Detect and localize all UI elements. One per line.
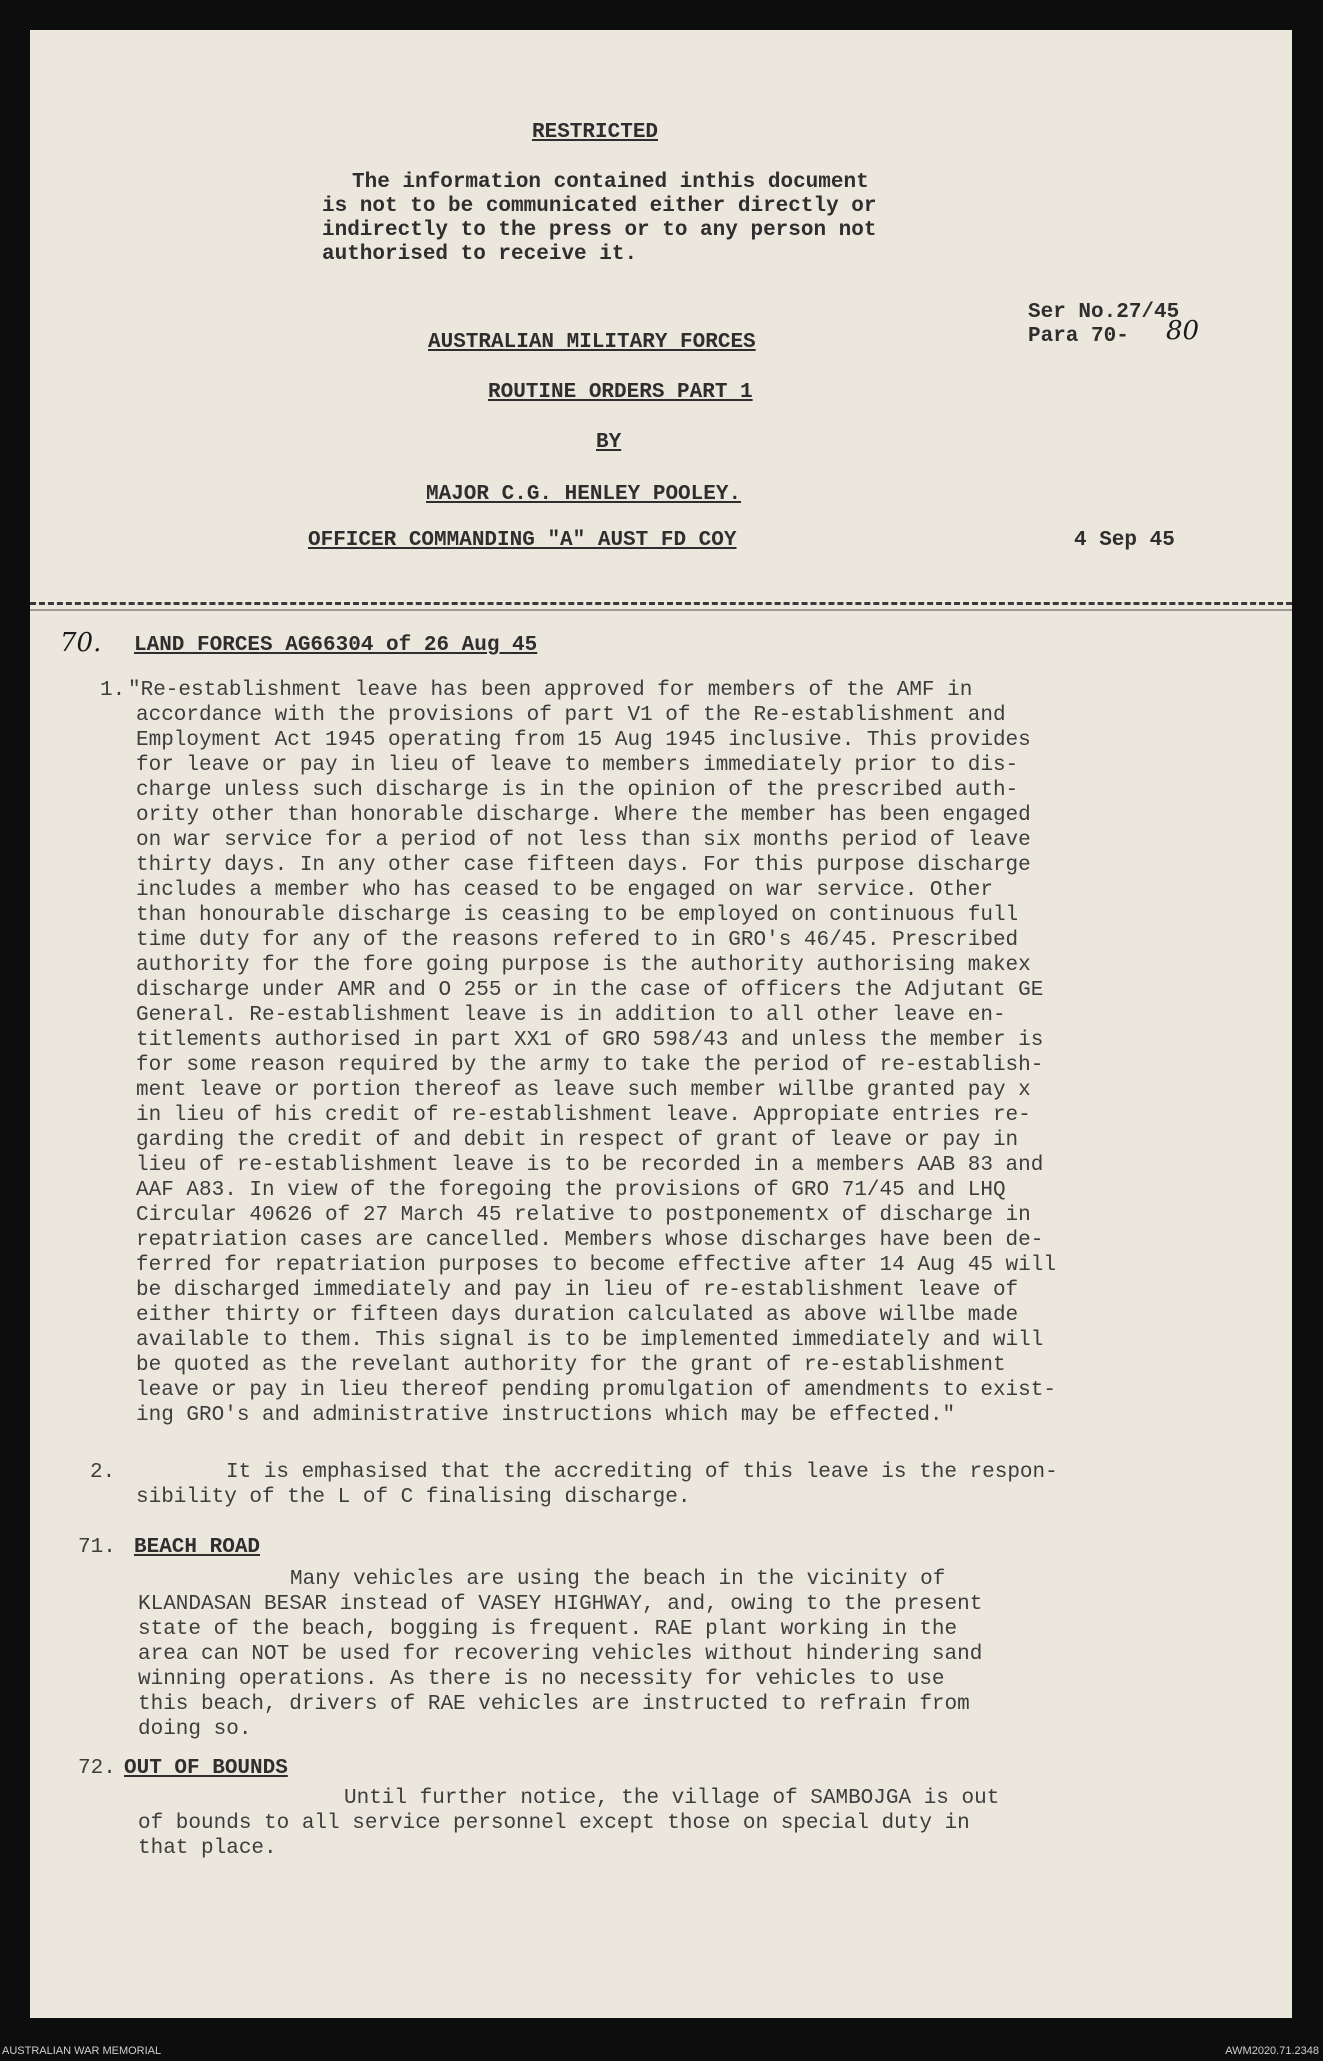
paragraph-line: state of the beach, bogging is frequent. RAE plant working in the — [138, 1618, 958, 1641]
notice-line: authorised to receive it. — [322, 243, 638, 266]
orders-issuer: MAJOR C.G. HENLEY POOLEY. — [426, 483, 742, 506]
paragraph-line: garding the credit of and debit in respect of grant of leave or pay in — [136, 1129, 1019, 1152]
paragraph-line: ferred for repatriation purposes to become effective after 14 Aug 45 will — [136, 1254, 1056, 1277]
paragraph-line: charge unless such discharge is in the opinion of the prescribed auth- — [136, 779, 1019, 802]
paragraph-line: Circular 40626 of 27 March 45 relative to postponementx of discharge in — [136, 1204, 1031, 1227]
orders-date: 4 Sep 45 — [1074, 529, 1175, 552]
paragraph-line: ing GRO's and administrative instructions which may be effected." — [136, 1404, 956, 1427]
orders-title-part: ROUTINE ORDERS PART 1 — [488, 381, 753, 404]
fold-crease — [30, 609, 1292, 611]
paragraph-line: thirty days. In any other case fifteen days. For this purpose discharge — [136, 854, 1031, 877]
paragraph-line: includes a member who has ceased to be engaged on war service. Other — [136, 879, 993, 902]
paragraph-line: time duty for any of the reasons refered to in GRO's 46/45. Prescribed — [136, 929, 1019, 952]
document-page — [30, 30, 1292, 2018]
paragraph-line: AAF A83. In view of the foregoing the provisions of GRO 71/45 and LHQ — [136, 1179, 1006, 1202]
paragraph-line: KLANDASAN BESAR instead of VASEY HIGHWAY, and, owing to the present — [138, 1593, 983, 1616]
paragraph-line: than honourable discharge is ceasing to be employed on continuous full — [136, 904, 1019, 927]
paragraph-line: either thirty or fifteen days duration calculated as above willbe made — [136, 1304, 1019, 1327]
paragraph-line: for leave or pay in lieu of leave to members immediately prior to dis- — [136, 754, 1019, 777]
order-71-number: 71. — [78, 1536, 116, 1559]
order-71-heading: BEACH ROAD — [134, 1536, 261, 1559]
paragraph-line: sibility of the L of C finalising discharge. — [136, 1486, 691, 1509]
paragraph-line: in lieu of his credit of re-establishment leave. Appropiate entries re- — [136, 1104, 1031, 1127]
notice-line: indirectly to the press or to any person not — [322, 219, 877, 242]
notice-line: is not to be communicated either directly or — [322, 195, 877, 218]
order-72-number: 72. — [78, 1757, 116, 1780]
order-70-para-2-number: 2. — [90, 1461, 116, 1484]
orders-issuer-appointment: OFFICER COMMANDING "A" AUST FD COY — [308, 529, 737, 552]
paragraph-line: winning operations. As there is no necessity for vehicles to use — [138, 1668, 945, 1691]
paragraph-line: "Re-establishment leave has been approved for members of the AMF in — [128, 679, 973, 702]
paragraph-line: lieu of re-establishment leave is to be recorded in a members AAB 83 and — [136, 1154, 1044, 1177]
paragraph-line: be discharged immediately and pay in lieu of re-establishment leave of — [136, 1279, 1019, 1302]
paragraph-line: available to them. This signal is to be implemented immediately and will — [136, 1329, 1044, 1352]
para-range: Para 70- — [1028, 325, 1129, 348]
archive-reference: AWM2020.71.2348 — [1225, 2045, 1319, 2057]
order-72-heading: OUT OF BOUNDS — [124, 1757, 288, 1780]
paragraph-line: be quoted as the revelant authority for the grant of re-establishment — [136, 1354, 1006, 1377]
paragraph-line: It is emphasised that the accrediting of this leave is the respon- — [226, 1461, 1058, 1484]
serial-number: Ser No.27/45 — [1028, 301, 1180, 324]
notice-line: The information contained inthis document — [352, 171, 869, 194]
paragraph-line: titlements authorised in part XX1 of GRO 598/43 and unless the member is — [136, 1029, 1044, 1052]
paragraph-line: that place. — [138, 1837, 277, 1860]
handwritten-order-number: 70. — [60, 628, 102, 658]
paragraph-line: authority for the fore going purpose is the authority authorising makex — [136, 954, 1031, 977]
paragraph-line: Until further notice, the village of SAMBOJGA is out — [344, 1787, 1000, 1810]
paragraph-line: repatriation cases are cancelled. Members whose discharges have been de- — [136, 1229, 1044, 1252]
paragraph-line: Many vehicles are using the beach in the vicinity of — [290, 1568, 946, 1591]
paragraph-line: General. Re-establishment leave is in addition to all other leave en- — [136, 1004, 1006, 1027]
paragraph-line: leave or pay in lieu thereof pending promulgation of amendments to exist- — [136, 1379, 1056, 1402]
handwritten-para-end: 80 — [1166, 316, 1200, 346]
paragraph-line: on war service for a period of not less than six months period of leave — [136, 829, 1031, 852]
paragraph-line: this beach, drivers of RAE vehicles are instructed to refrain from — [138, 1693, 970, 1716]
paragraph-line: ority other than honorable discharge. Where the member has been engaged — [136, 804, 1031, 827]
paragraph-line: ment leave or portion thereof as leave such member willbe granted pay x — [136, 1079, 1031, 1102]
classification-stamp: RESTRICTED — [532, 121, 659, 144]
fold-line — [30, 602, 1292, 605]
orders-title-forces: AUSTRALIAN MILITARY FORCES — [428, 331, 756, 354]
paragraph-line: accordance with the provisions of part V1 of the Re-establishment and — [136, 704, 1006, 727]
archive-credit: AUSTRALIAN WAR MEMORIAL — [2, 2045, 162, 2057]
paragraph-line: for some reason required by the army to take the period of re-establish- — [136, 1054, 1044, 1077]
order-70-heading: LAND FORCES AG66304 of 26 Aug 45 — [134, 634, 538, 657]
paragraph-line: area can NOT be used for recovering vehicles without hindering sand — [138, 1643, 983, 1666]
orders-by: BY — [596, 431, 622, 454]
paragraph-line: of bounds to all service personnel except those on special duty in — [138, 1812, 970, 1835]
paragraph-line: Employment Act 1945 operating from 15 Aug 1945 inclusive. This provides — [136, 729, 1031, 752]
paragraph-line: doing so. — [138, 1718, 252, 1741]
order-70-para-1-number: 1. — [100, 679, 126, 702]
paragraph-line: discharge under AMR and O 255 or in the case of officers the Adjutant GE — [136, 979, 1044, 1002]
